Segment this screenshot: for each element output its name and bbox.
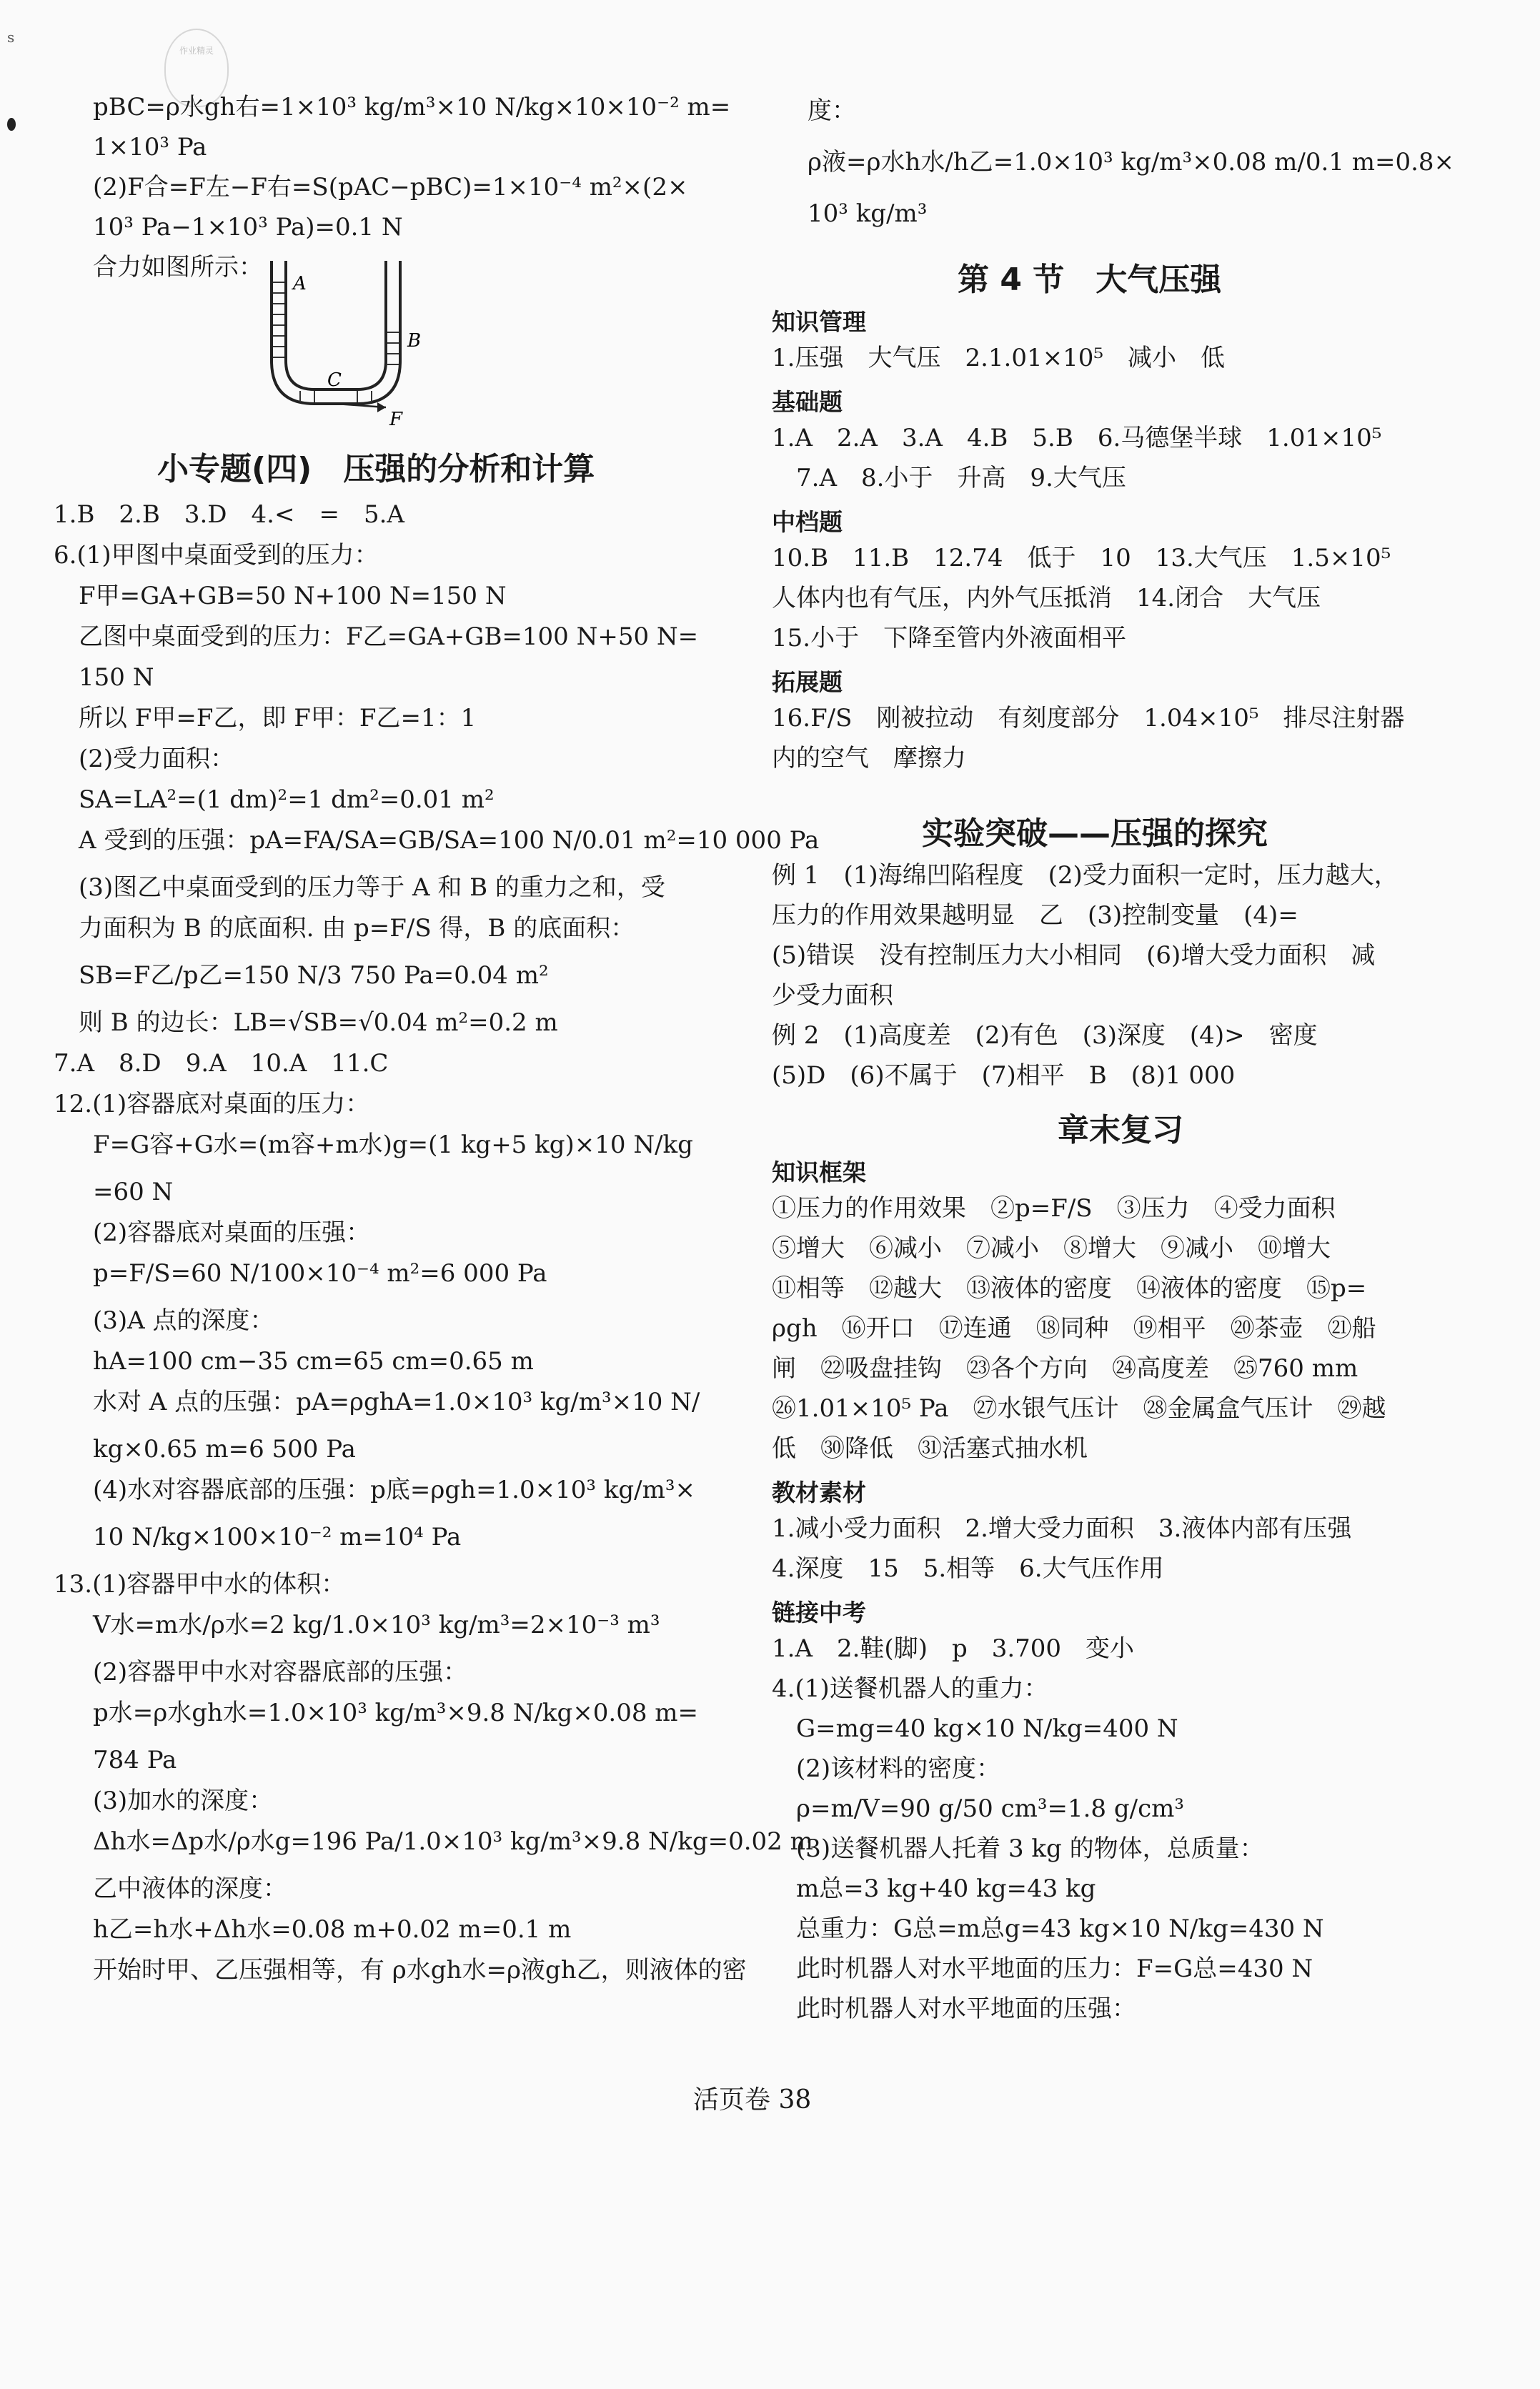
answer-line: 150 N [79,663,154,692]
answer-line: (3)加水的深度： [93,1787,274,1815]
answer-line: ㉖1.01×10⁵ Pa ㉗水银气压计 ㉘金属盒气压计 ㉙越 [772,1394,1386,1423]
answer-line: 4.(1)送餐机器人的重力： [772,1674,1048,1703]
answer-line: 1×10³ Pa [93,133,207,162]
answer-line: m总=3 kg+40 kg=43 kg [772,1874,1096,1903]
answer-line: 7.A 8.小于 升高 9.大气压 [772,464,1126,492]
answer-line: 人体内也有气压，内外气压抵消 14.闭合 大气压 [772,584,1321,612]
subsection-label: 基础题 [772,388,843,416]
answer-line: (5)错误 没有控制压力大小相同 (6)增大受力面积 减 [772,941,1376,970]
section-heading: 小专题(四) 压强的分析和计算 [157,451,595,487]
subsection-label: 中档题 [772,508,843,536]
answer-line: 此时机器人对水平地面的压强： [772,1995,1136,2023]
section-heading: 章末复习 [1058,1112,1183,1148]
answer-line: V水=m水/ρ水=2 kg/1.0×10³ kg/m³=2×10⁻³ m³ [93,1611,660,1639]
answer-line: (3)图乙中桌面受到的压力等于 A 和 B 的重力之和，受 [79,873,665,902]
answer-line: ρ=m/V=90 g/50 cm³=1.8 g/cm³ [772,1794,1184,1823]
answer-line: 低 ㉚降低 ㉛活塞式抽水机 [772,1434,1088,1463]
answer-line: 4.深度 15 5.相等 6.大气压作用 [772,1554,1164,1583]
answer-line: 合力如图所示： [93,253,263,282]
label-b: B [407,330,422,352]
answer-line: 压力的作用效果越明显 乙 (3)控制变量 (4)= [772,901,1298,930]
answer-line: ①压力的作用效果 ②p=F/S ③压力 ④受力面积 [772,1194,1336,1223]
answer-line: 1.压强 大气压 2.1.01×10⁵ 减小 低 [772,344,1225,372]
answer-line: 水对 A 点的压强：pA=ρghA=1.0×10³ kg/m³×10 N/ [93,1388,700,1416]
page-corner-mark: s [7,29,15,46]
answer-line: (2)受力面积： [79,745,235,773]
answer-line: 1.B 2.B 3.D 4.< = 5.A [54,500,404,529]
answer-line: 度： [808,96,856,125]
answer-line: 少受力面积 [772,981,893,1010]
subsection-label: 知识管理 [772,308,866,336]
answer-line: 6.(1)甲图中桌面受到的压力： [54,541,379,570]
answer-line: ⑤增大 ⑥减小 ⑦减小 ⑧增大 ⑨减小 ⑩增大 [772,1234,1331,1263]
answer-line: 闸 ㉒吸盘挂钩 ㉓各个方向 ㉔高度差 ㉕760 mm [772,1354,1358,1383]
label-c: C [327,369,342,391]
answer-line: 例 1 (1)海绵凹陷程度 (2)受力面积一定时，压力越大， [772,861,1399,890]
answer-line: kg×0.65 m=6 500 Pa [93,1435,356,1464]
answer-line: (2)容器底对桌面的压强： [93,1218,371,1247]
answer-line: 开始时甲、乙压强相等，有 ρ水gh水=ρ液gh乙，则液体的密 [93,1956,747,1985]
answer-line: ρgh ⑯开口 ⑰连通 ⑱同种 ⑲相平 ⑳茶壶 ㉑船 [772,1314,1376,1343]
answer-line: SA=LA²=(1 dm)²=1 dm²=0.01 m² [79,785,495,814]
u-tube-diagram [257,254,429,430]
subsection-label: 拓展题 [772,668,843,696]
answer-line: 内的空气 摩擦力 [772,744,966,773]
arrowhead [377,402,386,412]
answer-line: 1.A 2.A 3.A 4.B 5.B 6.马德堡半球 1.01×10⁵ [772,424,1382,452]
answer-line: 10³ Pa−1×10³ Pa)=0.1 N [93,213,403,242]
answer-line: 12.(1)容器底对桌面的压力： [54,1090,370,1118]
answer-line: 784 Pa [93,1746,177,1774]
answer-line: F=G容+G水=(m容+m水)g=(1 kg+5 kg)×10 N/kg [93,1131,693,1159]
answer-line: (3)A 点的深度： [93,1306,274,1335]
answer-line: Δh水=Δp水/ρ水g=196 Pa/1.0×10³ kg/m³×9.8 N/kg=0.02 m [93,1827,813,1856]
answer-line: A 受到的压强：pA=FA/SA=GB/SA=100 N/0.01 m²=10 000 Pa [79,826,820,855]
binding-dot [7,118,16,131]
answer-line: G=mg=40 kg×10 N/kg=400 N [772,1714,1178,1743]
section-heading: 第 4 节 大气压强 [958,262,1222,298]
answer-line: 1.减小受力面积 2.增大受力面积 3.液体内部有压强 [772,1514,1352,1543]
answer-line: h乙=h水+Δh水=0.08 m+0.02 m=0.1 m [93,1915,572,1944]
answer-line: F甲=GA+GB=50 N+100 N=150 N [79,582,507,610]
answer-line: 1.A 2.鞋(脚) p 3.700 变小 [772,1634,1135,1663]
answer-line: 例 2 (1)高度差 (2)有色 (3)深度 (4)> 密度 [772,1021,1318,1050]
answer-line: 乙图中桌面受到的压力：F乙=GA+GB=100 N+50 N= [79,622,699,651]
answer-line: ⑪相等 ⑫越大 ⑬液体的密度 ⑭液体的密度 ⑮p= [772,1274,1367,1303]
answer-line: (2)该材料的密度： [772,1754,1001,1783]
answer-line: 10 N/kg×100×10⁻² m=10⁴ Pa [93,1523,462,1551]
page-footer: 活页卷 38 [693,2085,812,2115]
answer-line: 总重力：G总=m总g=43 kg×10 N/kg=430 N [772,1914,1324,1943]
answer-line: SB=F乙/p乙=150 N/3 750 Pa=0.04 m² [79,961,549,990]
answer-line: 所以 F甲=F乙，即 F甲：F乙=1：1 [79,704,477,732]
subsection-label: 知识框架 [772,1158,866,1186]
label-a: A [293,273,307,294]
answer-line: (2)容器甲中水对容器底部的压强： [93,1658,468,1687]
answer-line: pBC=ρ水gh右=1×10³ kg/m³×10 N/kg×10×10⁻² m= [93,93,731,121]
label-f: F [389,409,403,430]
answer-line: (4)水对容器底部的压强：p底=ρgh=1.0×10³ kg/m³× [93,1476,695,1504]
answer-line: =60 N [93,1178,174,1206]
answer-line: hA=100 cm−35 cm=65 cm=0.65 m [93,1347,534,1376]
subsection-label: 链接中考 [772,1599,866,1626]
answer-line: 13.(1)容器甲中水的体积： [54,1570,346,1599]
answer-line: (2)F合=F左−F右=S(pAC−pBC)=1×10⁻⁴ m²×(2× [93,173,688,202]
answer-line: 15.小于 下降至管内外液面相平 [772,624,1127,652]
answer-line: 乙中液体的深度： [93,1874,287,1903]
watermark-stamp: 作业精灵 [164,29,229,107]
answer-line: 则 B 的边长：LB=√SB=√0.04 m²=0.2 m [79,1008,558,1037]
answer-line: 16.F/S 刚被拉动 有刻度部分 1.04×10⁵ 排尽注射器 [772,704,1405,732]
answer-line: p水=ρ水gh水=1.0×10³ kg/m³×9.8 N/kg×0.08 m= [93,1699,699,1727]
answer-line: 10³ kg/m³ [808,199,928,228]
section-heading: 实验突破——压强的探究 [922,815,1268,852]
answer-line: ρ液=ρ水h水/h乙=1.0×10³ kg/m³×0.08 m/0.1 m=0.8× [808,148,1455,177]
answer-line: 10.B 11.B 12.74 低于 10 13.大气压 1.5×10⁵ [772,544,1391,572]
subsection-label: 教材素材 [772,1479,866,1506]
answer-line: 力面积为 B 的底面积. 由 p=F/S 得，B 的底面积： [79,914,635,943]
answer-line: p=F/S=60 N/100×10⁻⁴ m²=6 000 Pa [93,1259,547,1288]
answer-line: 此时机器人对水平地面的压力：F=G总=430 N [772,1955,1313,1983]
answer-line: (5)D (6)不属于 (7)相平 B (8)1 000 [772,1061,1236,1090]
answer-line: 7.A 8.D 9.A 10.A 11.C [54,1049,389,1078]
answer-line: (3)送餐机器人托着 3 kg 的物体，总质量： [772,1834,1264,1863]
